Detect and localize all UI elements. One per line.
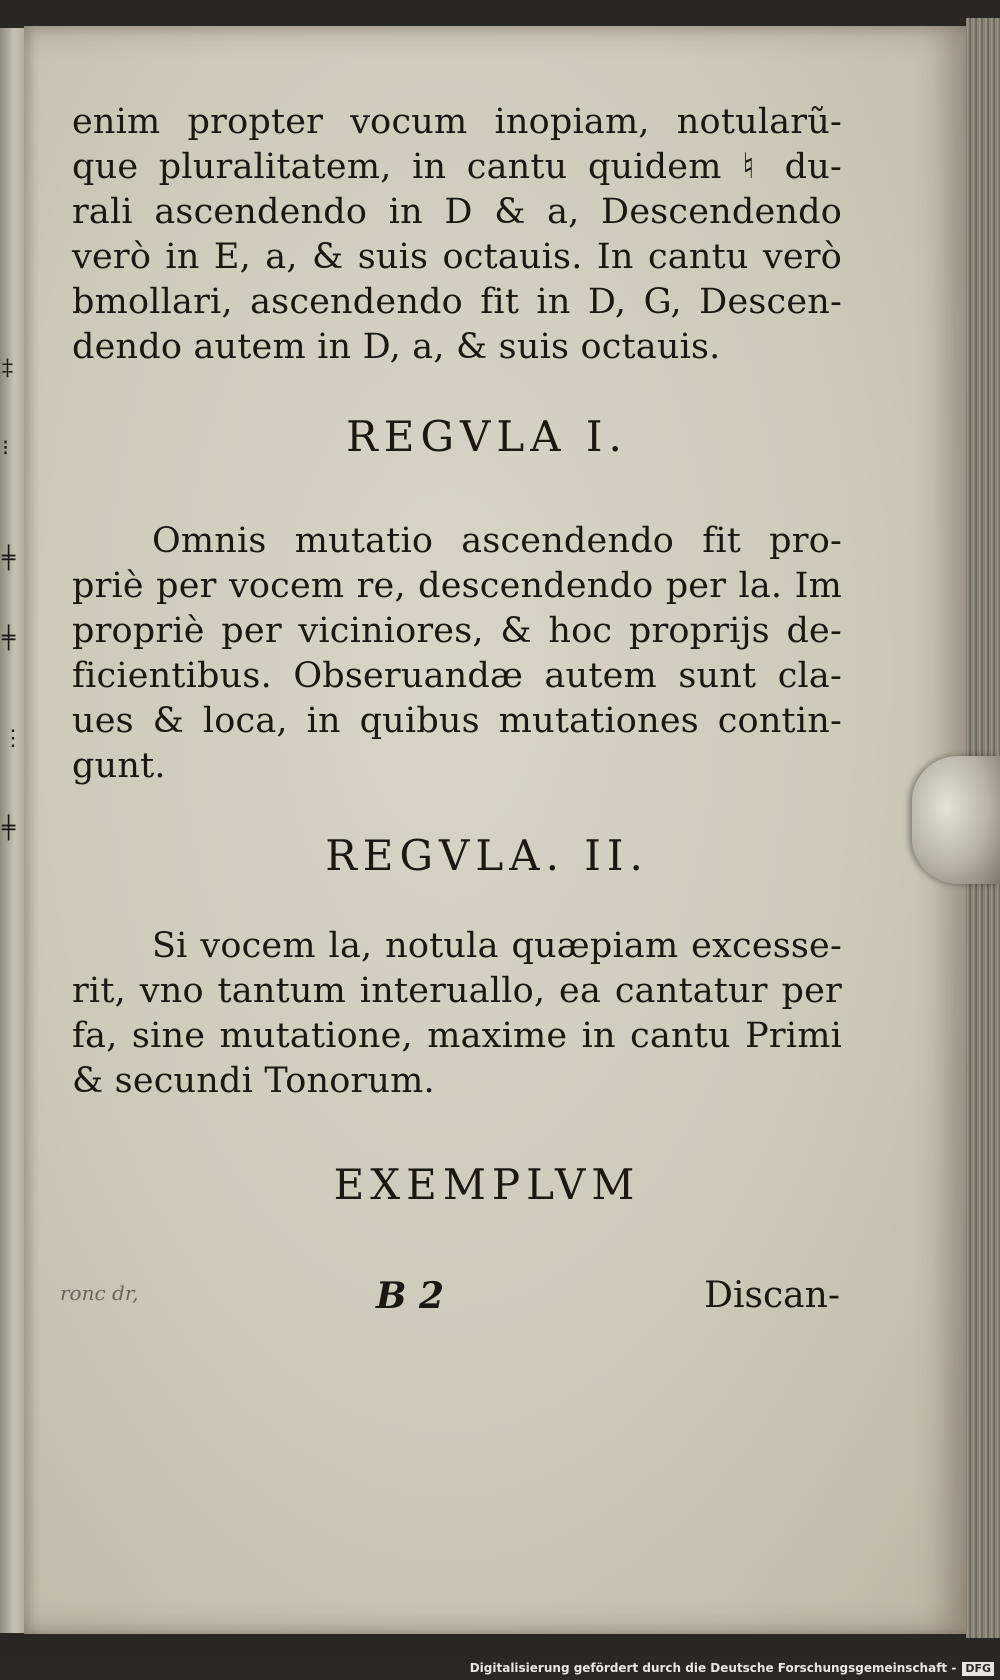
text-line: Si vocem la, notula quæpiam excesse- <box>152 926 842 966</box>
left-page-marks: ‡ ⁝ ╪ ╪ ⋮ ╪ <box>2 356 24 841</box>
text-line: que pluralitatem, in cantu quidem ♮ du- <box>72 147 842 187</box>
catchword: Discan- <box>704 1275 840 1316</box>
text-line: gunt. <box>72 746 166 786</box>
left-page-edge <box>0 28 24 1633</box>
paragraph-3 <box>72 924 842 1104</box>
text-line: bmollari, ascendendo fit in D, G, Descen- <box>72 282 842 322</box>
text-line: propriè per viciniores, & hoc proprijs de- <box>72 611 842 651</box>
credit-text: Digitalisierung gefördert durch die Deutsche Forschungsgemeinschaft - <box>469 1661 957 1675</box>
text-line: Omnis mutatio ascendendo fit pro- <box>152 521 842 561</box>
paragraph-1 <box>72 100 842 370</box>
text-line: dendo autem in D, a, & suis octauis. <box>72 327 721 367</box>
digitization-credit <box>470 1658 994 1678</box>
dfg-logo: DFG <box>962 1662 994 1676</box>
text-line: ficientibus. Obseruandæ autem sunt cla- <box>72 656 842 696</box>
paragraph-2 <box>72 519 842 789</box>
signature-mark: B 2 <box>376 1275 445 1317</box>
clasp <box>912 756 1000 884</box>
text-line: rit, vno tantum interuallo, ea cantatur per <box>72 971 842 1011</box>
text-line: ues & loca, in quibus mutationes contin- <box>72 701 842 741</box>
page-text <box>72 100 842 1209</box>
page-footer <box>60 1275 840 1325</box>
text-line: & secundi Tonorum. <box>72 1061 435 1101</box>
bleed-through-text: ronc dr, <box>60 1281 139 1305</box>
text-line: fa, sine mutatione, maxime in cantu Primi <box>72 1016 842 1056</box>
text-line: priè per vocem re, descendendo per la. Im <box>72 566 842 606</box>
heading-regula-1: REGVLA I. <box>346 412 628 461</box>
text-line: enim propter vocum inopiam, notularũ- <box>72 102 842 142</box>
heading-regula-2: REGVLA. II. <box>325 831 649 880</box>
text-line: rali ascendendo in D & a, Descendendo <box>72 192 842 232</box>
heading-exemplum: EXEMPLVM <box>333 1160 641 1209</box>
text-line: verò in E, a, & suis octauis. In cantu verò <box>72 237 842 277</box>
